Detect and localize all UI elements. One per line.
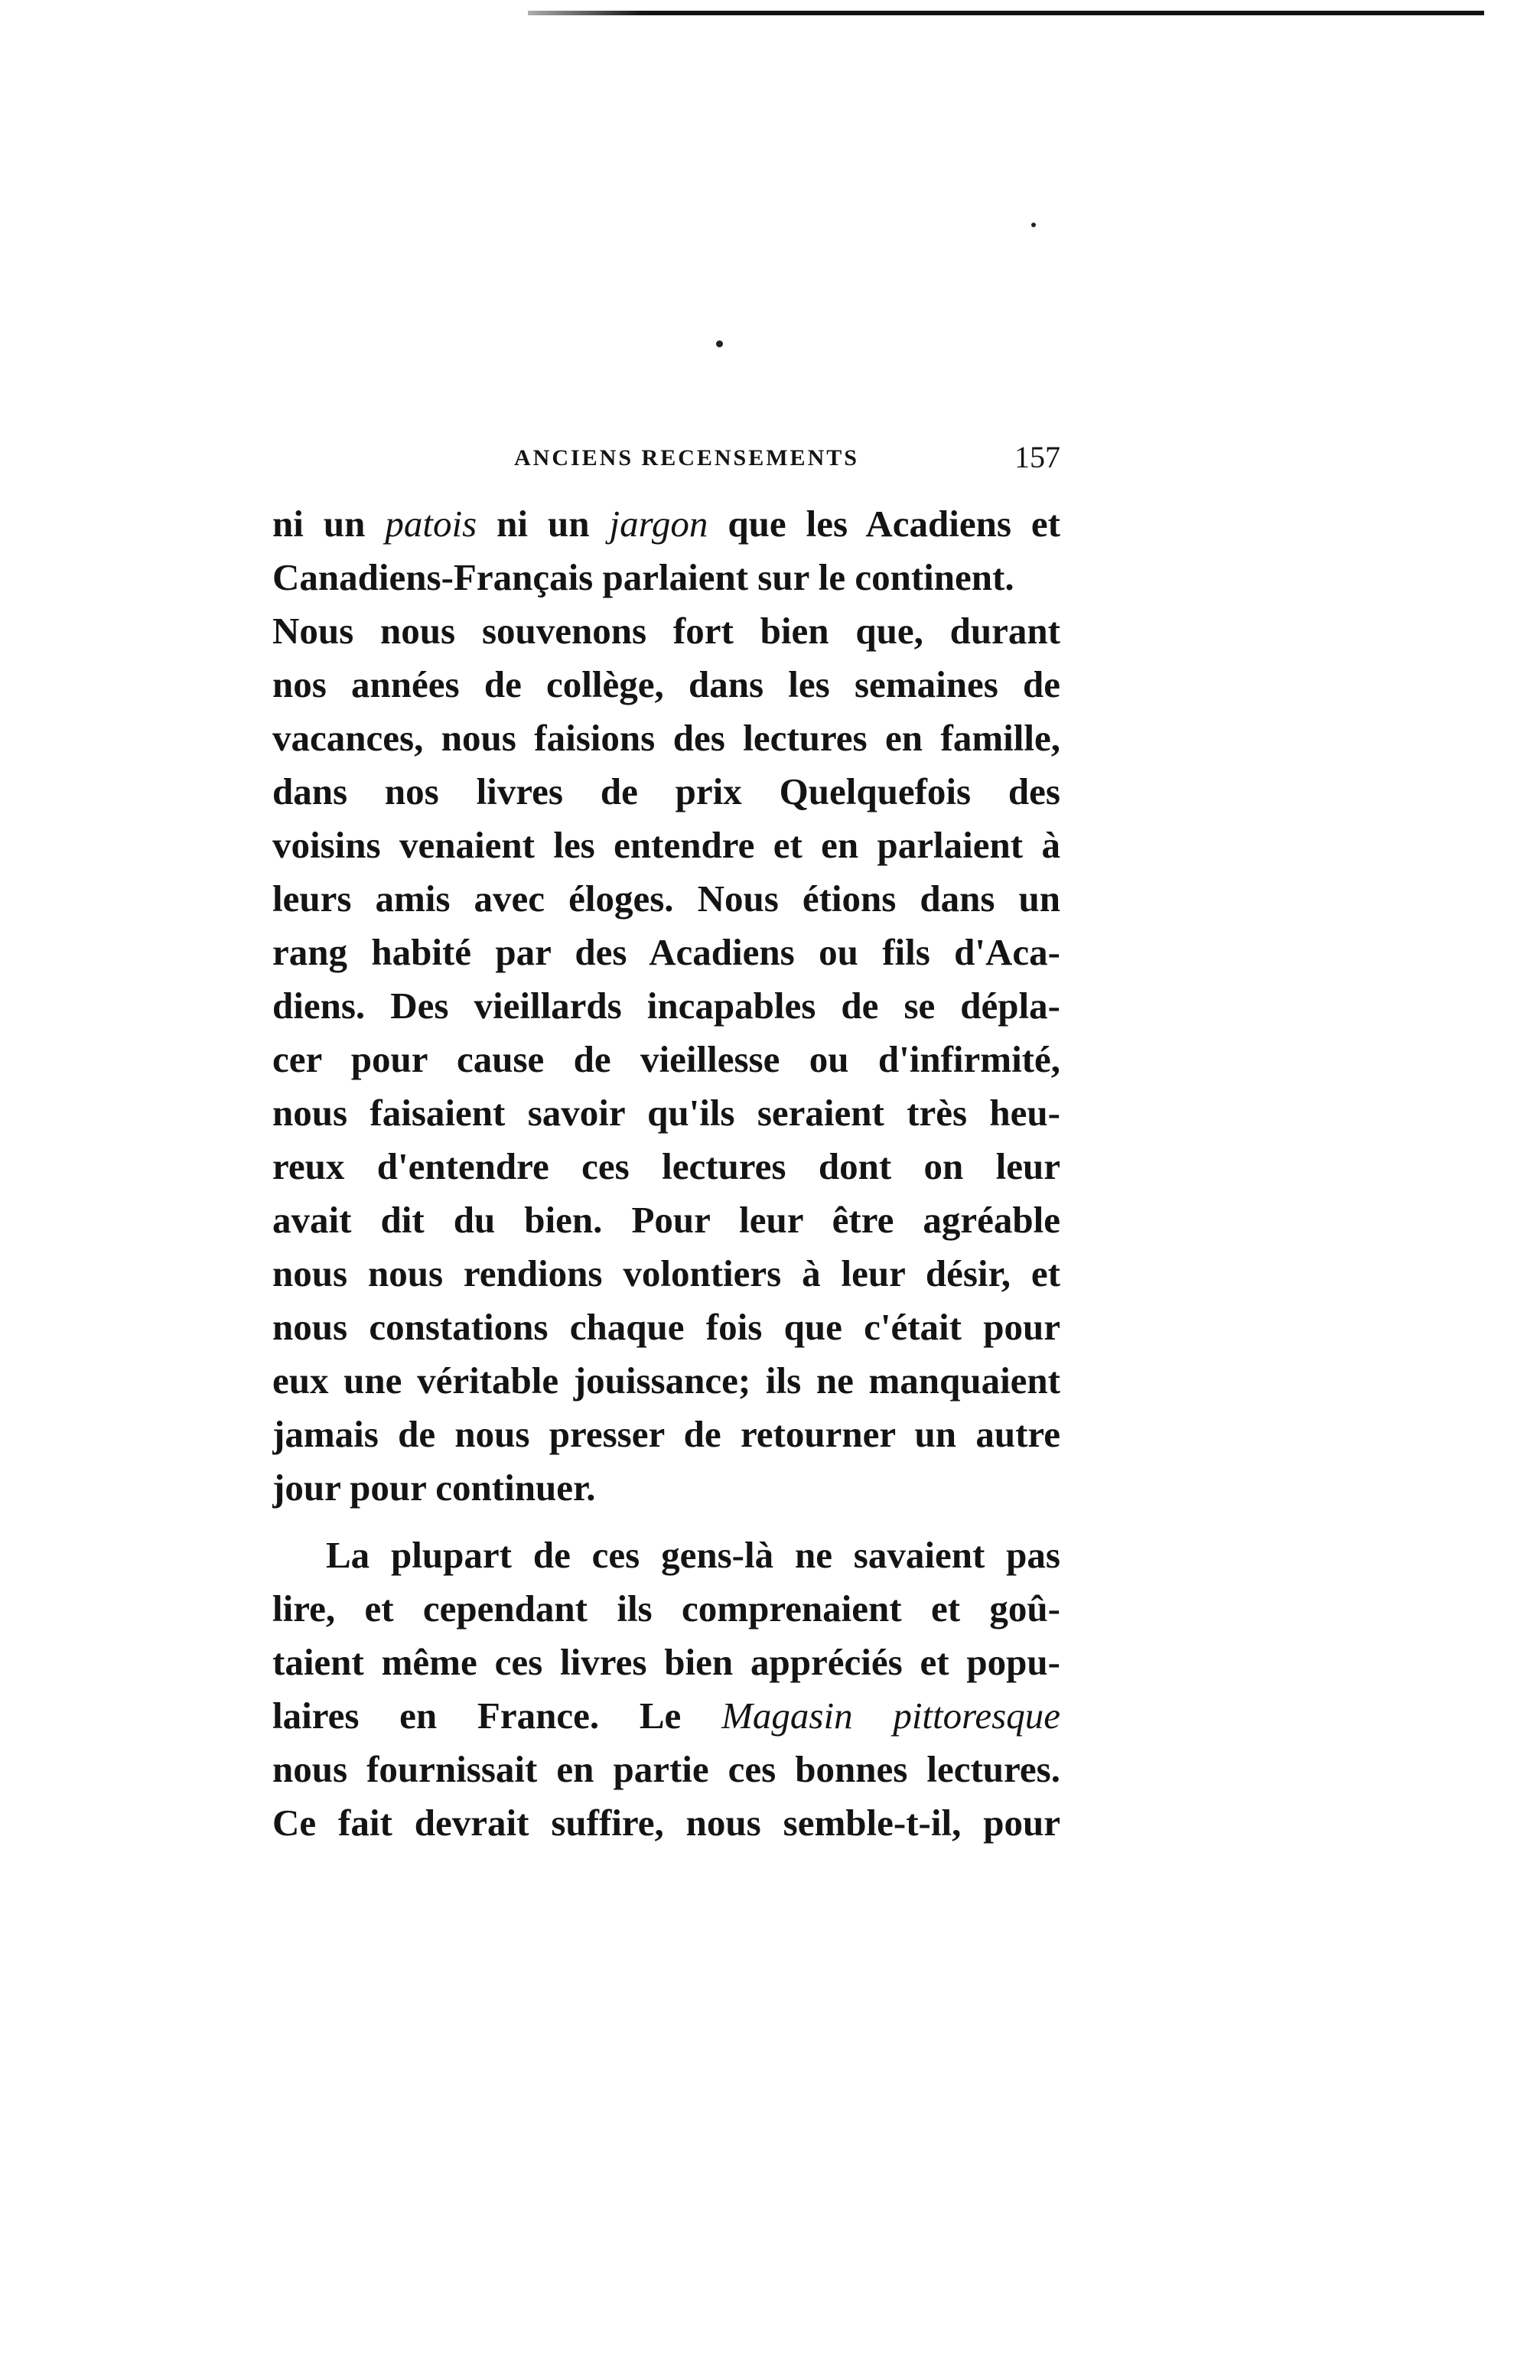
italic-term: jargon bbox=[609, 503, 708, 545]
line-segment: laires en France. Le bbox=[272, 1695, 722, 1737]
line-segment: ni un bbox=[272, 503, 386, 545]
text-line: avait dit du bien. Pour leur être agréable bbox=[272, 1199, 1060, 1241]
text-line: jamais de nous presser de retourner un autre bbox=[272, 1413, 1060, 1455]
line-segment: que les Acadiens et bbox=[708, 503, 1060, 545]
text-line: jour pour continuer. bbox=[272, 1467, 596, 1509]
text-line: taient même ces livres bien appréciés et popu- bbox=[272, 1641, 1060, 1683]
text-line: vacances, nous faisions des lectures en famille, bbox=[272, 717, 1060, 759]
text-line: nous fournissait en partie ces bonnes lectures. bbox=[272, 1748, 1060, 1790]
ink-speck bbox=[1031, 223, 1036, 227]
text-line: La plupart de ces gens-là ne savaient pas bbox=[326, 1534, 1060, 1576]
body-text bbox=[272, 497, 1060, 1850]
text-line: nous constations chaque fois que c'était pour bbox=[272, 1306, 1060, 1348]
text-line: Ce fait devrait suffire, nous semble-t-il, pour bbox=[272, 1802, 1060, 1844]
page-number: 157 bbox=[1014, 440, 1060, 474]
text-line: nous faisaient savoir qu'ils seraient très heu- bbox=[272, 1092, 1060, 1134]
text-line: leurs amis avec éloges. Nous étions dans un bbox=[272, 877, 1060, 920]
text-line: dans nos livres de prix Quelquefois des bbox=[272, 770, 1060, 812]
text-line: diens. Des vieillards incapables de se dépla- bbox=[272, 985, 1060, 1027]
text-line: Nous nous souvenons fort bien que, durant bbox=[272, 610, 1060, 652]
text-line bbox=[272, 1689, 1060, 1743]
italic-term: Magasin pittoresque bbox=[721, 1695, 1060, 1737]
text-line: cer pour cause de vieillesse ou d'infirmité, bbox=[272, 1038, 1060, 1080]
italic-term: patois bbox=[385, 503, 477, 545]
text-line: lire, et cependant ils comprenaient et goû- bbox=[272, 1587, 1060, 1630]
ink-speck bbox=[716, 340, 723, 347]
text-line: voisins venaient les entendre et en parlaient à bbox=[272, 824, 1060, 866]
text-line: rang habité par des Acadiens ou fils d'Aca- bbox=[272, 931, 1060, 973]
text-line: nous nous rendions volontiers à leur désir, et bbox=[272, 1252, 1060, 1294]
top-edge-rule bbox=[528, 11, 1484, 15]
text-line: eux une véritable jouissance; ils ne manquaient bbox=[272, 1359, 1060, 1402]
text-line: reux d'entendre ces lectures dont on leur bbox=[272, 1145, 1060, 1187]
line-segment: ni un bbox=[477, 503, 610, 545]
text-line: Canadiens-Français parlaient sur le continent. bbox=[272, 556, 1014, 598]
text-line bbox=[272, 497, 1060, 551]
page-header bbox=[428, 439, 1062, 485]
text-line: nos années de collège, dans les semaines de bbox=[272, 663, 1060, 705]
running-head: ANCIENS RECENSEMENTS bbox=[514, 445, 859, 470]
